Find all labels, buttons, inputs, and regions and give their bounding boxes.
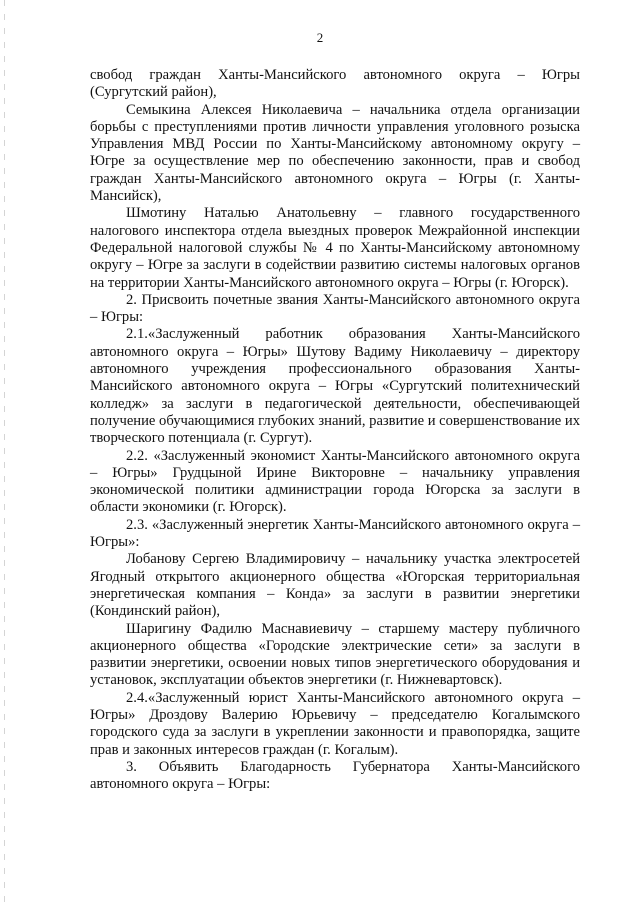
page-number: 2 (316, 30, 324, 45)
paragraph: 2.2. «Заслуженный экономист Ханты-Мансийского автономного округа – Югры» Грудцыной Ирине Викторовне – начальнику управления экономической политики администрации города Югорска за заслуги в области экономики (г. Югорск). (90, 447, 580, 516)
paragraph: 2.3. «Заслуженный энергетик Ханты-Мансийского автономного округа – Югры»: (90, 516, 580, 551)
paragraph: 3. Объявить Благодарность Губернатора Ханты-Мансийского автономного округа – Югры: (90, 758, 580, 793)
paragraph: 2.1.«Заслуженный работник образования Ханты-Мансийского автономного округа – Югры» Шутову Вадиму Николаевичу – директору автономного учреждения профессионального образования Ханты-Мансийского автономного округа – Югры «Сургутский политехнический колледж» за заслуги в педагогической деятельности, обеспечивающей получение обучающимися глубоких знаний, развитие и совершенствование их творческого потенциала (г. Сургут). (90, 326, 581, 447)
paragraph: Шмотину Наталью Анатольевну – главного государственного налогового инспектора отдела выездных проверок Межрайонной инспекции Федеральной налоговой службы № 4 по Ханты-Мансийскому автономному округу – Югре за заслуги в содействии развитию системы налоговых органов на территории Ханты-Мансийского автономного округа – Югры (г. Югорск). (90, 205, 580, 291)
paragraph: Шаригину Фадилю Маснавиевичу – старшему мастеру публичного акционерного общества «Городские электрические сети» за заслуги в развитии энергетики, освоении новых типов энергетического оборудования и установок, эксплуатации объектов энергетики (г. Нижневартовск). (90, 620, 580, 689)
document-body (90, 67, 580, 793)
paragraph: свобод граждан Ханты-Мансийского автономного округа – Югры (Сургутский район), (90, 67, 580, 101)
paragraph: Лобанову Сергею Владимировичу – начальнику участка электросетей Ягодный открытого акционерного общества «Югорская территориальная энергетическая компания – Конда» за заслуги в развитии энергетики (Кондинский район), (90, 551, 580, 620)
paragraph: 2. Присвоить почетные звания Ханты-Мансийского автономного округа – Югры: (90, 291, 580, 326)
paragraph: 2.4.«Заслуженный юрист Ханты-Мансийского автономного округа – Югры» Дроздову Валерию Юрьевичу – председателю Когалымского городского суда за заслуги в укреплении законности и правопорядка, защите прав и законных интересов граждан (г. Когалым). (90, 689, 580, 758)
paragraph: Семыкина Алексея Николаевича – начальника отдела организации борьбы с преступлениями против личности управления уголовного розыска Управления МВД России по Ханты-Мансийскому автономному округу – Югре за осуществление мер по обеспечению законности, прав и свобод граждан Ханты-Мансийского автономного округа – Югры (г. Ханты-Мансийск), (90, 101, 580, 205)
scan-edge (4, 0, 5, 905)
